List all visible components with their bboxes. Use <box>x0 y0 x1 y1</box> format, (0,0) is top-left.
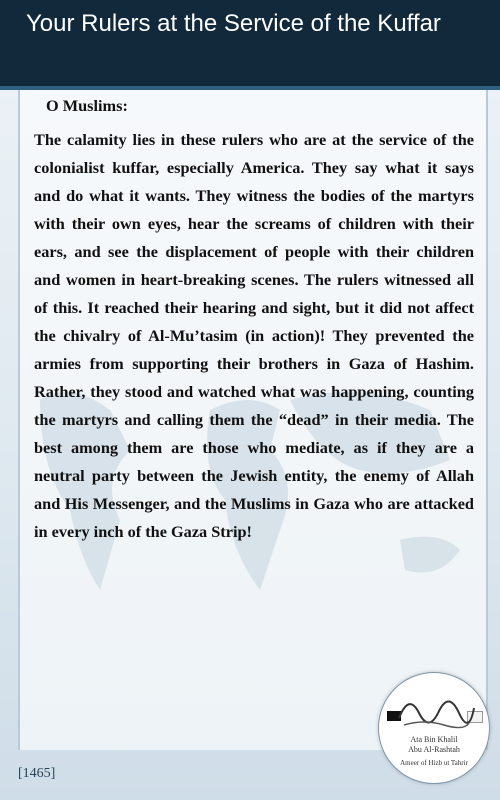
document-code: [1465] <box>18 766 56 781</box>
body-paragraph: The calamity lies in these rulers who are at the service of the colonialist kuffar, especially America. They say what it says and do what it wants. They witness the bodies of the martyrs with their own eyes, hear the screams of children with their ears, and see the displacement of people with their children and women in heart-breaking scenes. The rulers witnessed all of this. It reached their hearing and sight, but it did not affect the chivalry of Al-Mu’tasim (in action)! They prevented the armies from supporting their brothers in Gaza of Hashim. Rather, they stood and watched what was happening, counting the martyrs and calling them the “dead” in their media. The best among them are those who mediate, as if they are a neutral party between the Jewish entity, the enemy of Allah and His Messenger, and the Muslims in Gaza who are attacked in every inch of the Gaza Strip! <box>34 130 474 541</box>
seal-name-line2: Abu Al-Rashtah <box>408 745 460 754</box>
salutation: O Muslims: <box>46 96 128 115</box>
article-content <box>34 92 474 546</box>
signature-seal <box>378 672 490 784</box>
title-bar <box>0 0 500 86</box>
seal-name-line1: Ata Bin Khalil <box>410 735 458 744</box>
seal-title: Ameer of Hizb ut Tahrir <box>400 759 468 767</box>
arabic-calligraphy-icon <box>389 683 479 733</box>
page-title: Your Rulers at the Service of the Kuffar <box>26 10 441 37</box>
